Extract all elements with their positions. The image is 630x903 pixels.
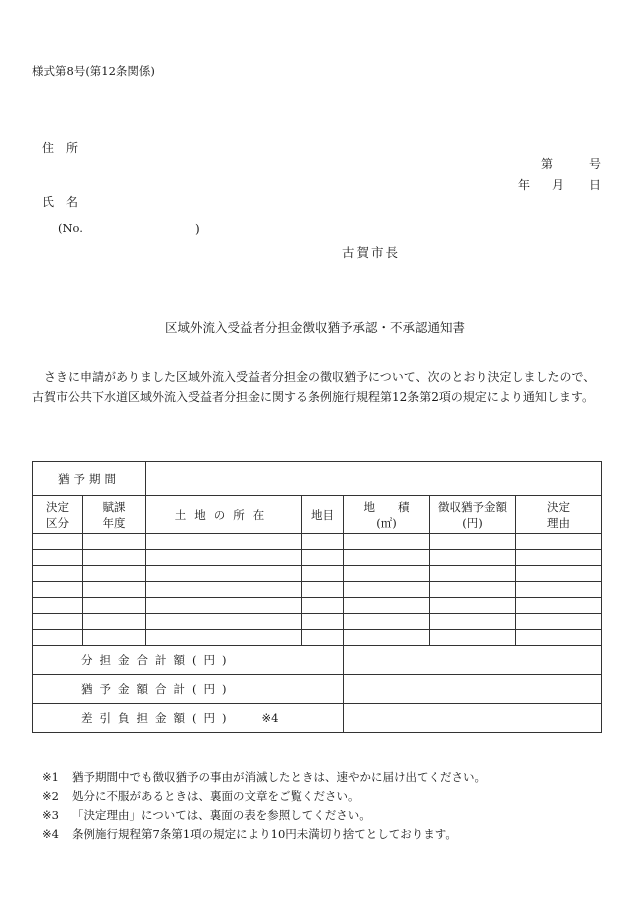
- net-burden-value: [344, 704, 602, 733]
- grace-table: [32, 461, 602, 733]
- header-decision-category: 決定 区分: [33, 496, 83, 534]
- number-open: (No.: [58, 221, 83, 235]
- net-burden-label: 差引負担金額(円) ※4: [33, 704, 344, 733]
- table-row: [33, 566, 602, 582]
- table-row: [33, 550, 602, 566]
- header-area: 地 積 (㎡): [344, 496, 430, 534]
- body-text: さきに申請がありました区域外流入受益者分担金の徴収猶予について、次のとおり決定しましたので、古賀市公共下水道区域外流入受益者分担金に関する条例施行規程第12条第2項の規定により通知します。: [32, 370, 596, 404]
- header-levy-year: 賦課 年度: [83, 496, 146, 534]
- table-row: [33, 614, 602, 630]
- net-burden-note: ※4: [261, 711, 279, 725]
- header-decision-reason: 決定 理由: [516, 496, 602, 534]
- table-row: [33, 630, 602, 646]
- name-label: 氏 名: [42, 195, 79, 209]
- header-land-location: 土地の所在: [146, 496, 302, 534]
- issuer-name: 古賀市長: [342, 245, 401, 260]
- table-row: [33, 598, 602, 614]
- number-close: ): [195, 222, 200, 236]
- grace-total-value: [344, 675, 602, 704]
- note-item: ※2 処分に不服があるときは、裏面の文章をご覧ください。: [42, 789, 360, 803]
- doc-number-prefix: 第: [541, 157, 554, 171]
- date-year: 年: [518, 178, 531, 192]
- grace-total-label: 猶予金額合計(円): [33, 675, 344, 704]
- note-item: ※4 条例施行規程第7条第1項の規定により10円未満切り捨てとしております。: [42, 827, 457, 841]
- table-row: [33, 534, 602, 550]
- header-grace-amount: 徴収猶予金額 (円): [430, 496, 516, 534]
- table-row: [33, 582, 602, 598]
- share-total-label: 分担金合計額(円): [33, 646, 344, 675]
- share-total-value: [344, 646, 602, 675]
- note-item: ※3 「決定理由」については、裏面の表を参照してください。: [42, 808, 371, 822]
- header-land-category: 地目: [302, 496, 344, 534]
- document-title: 区域外流入受益者分担金徴収猶予承認・不承認通知書: [164, 320, 465, 335]
- grace-period-label: 猶予期間: [33, 462, 146, 496]
- grace-period-value: [146, 462, 602, 496]
- form-number: 様式第8号(第12条関係): [32, 64, 155, 78]
- note-item: ※1 猶予期間中でも徴収猶予の事由が消滅したときは、速やかに届け出てください。: [42, 770, 486, 784]
- date-month: 月: [552, 178, 565, 192]
- notes: [42, 768, 486, 844]
- address-label: 住 所: [42, 141, 79, 155]
- doc-number-suffix: 号: [589, 157, 602, 171]
- date-day: 日: [589, 178, 602, 192]
